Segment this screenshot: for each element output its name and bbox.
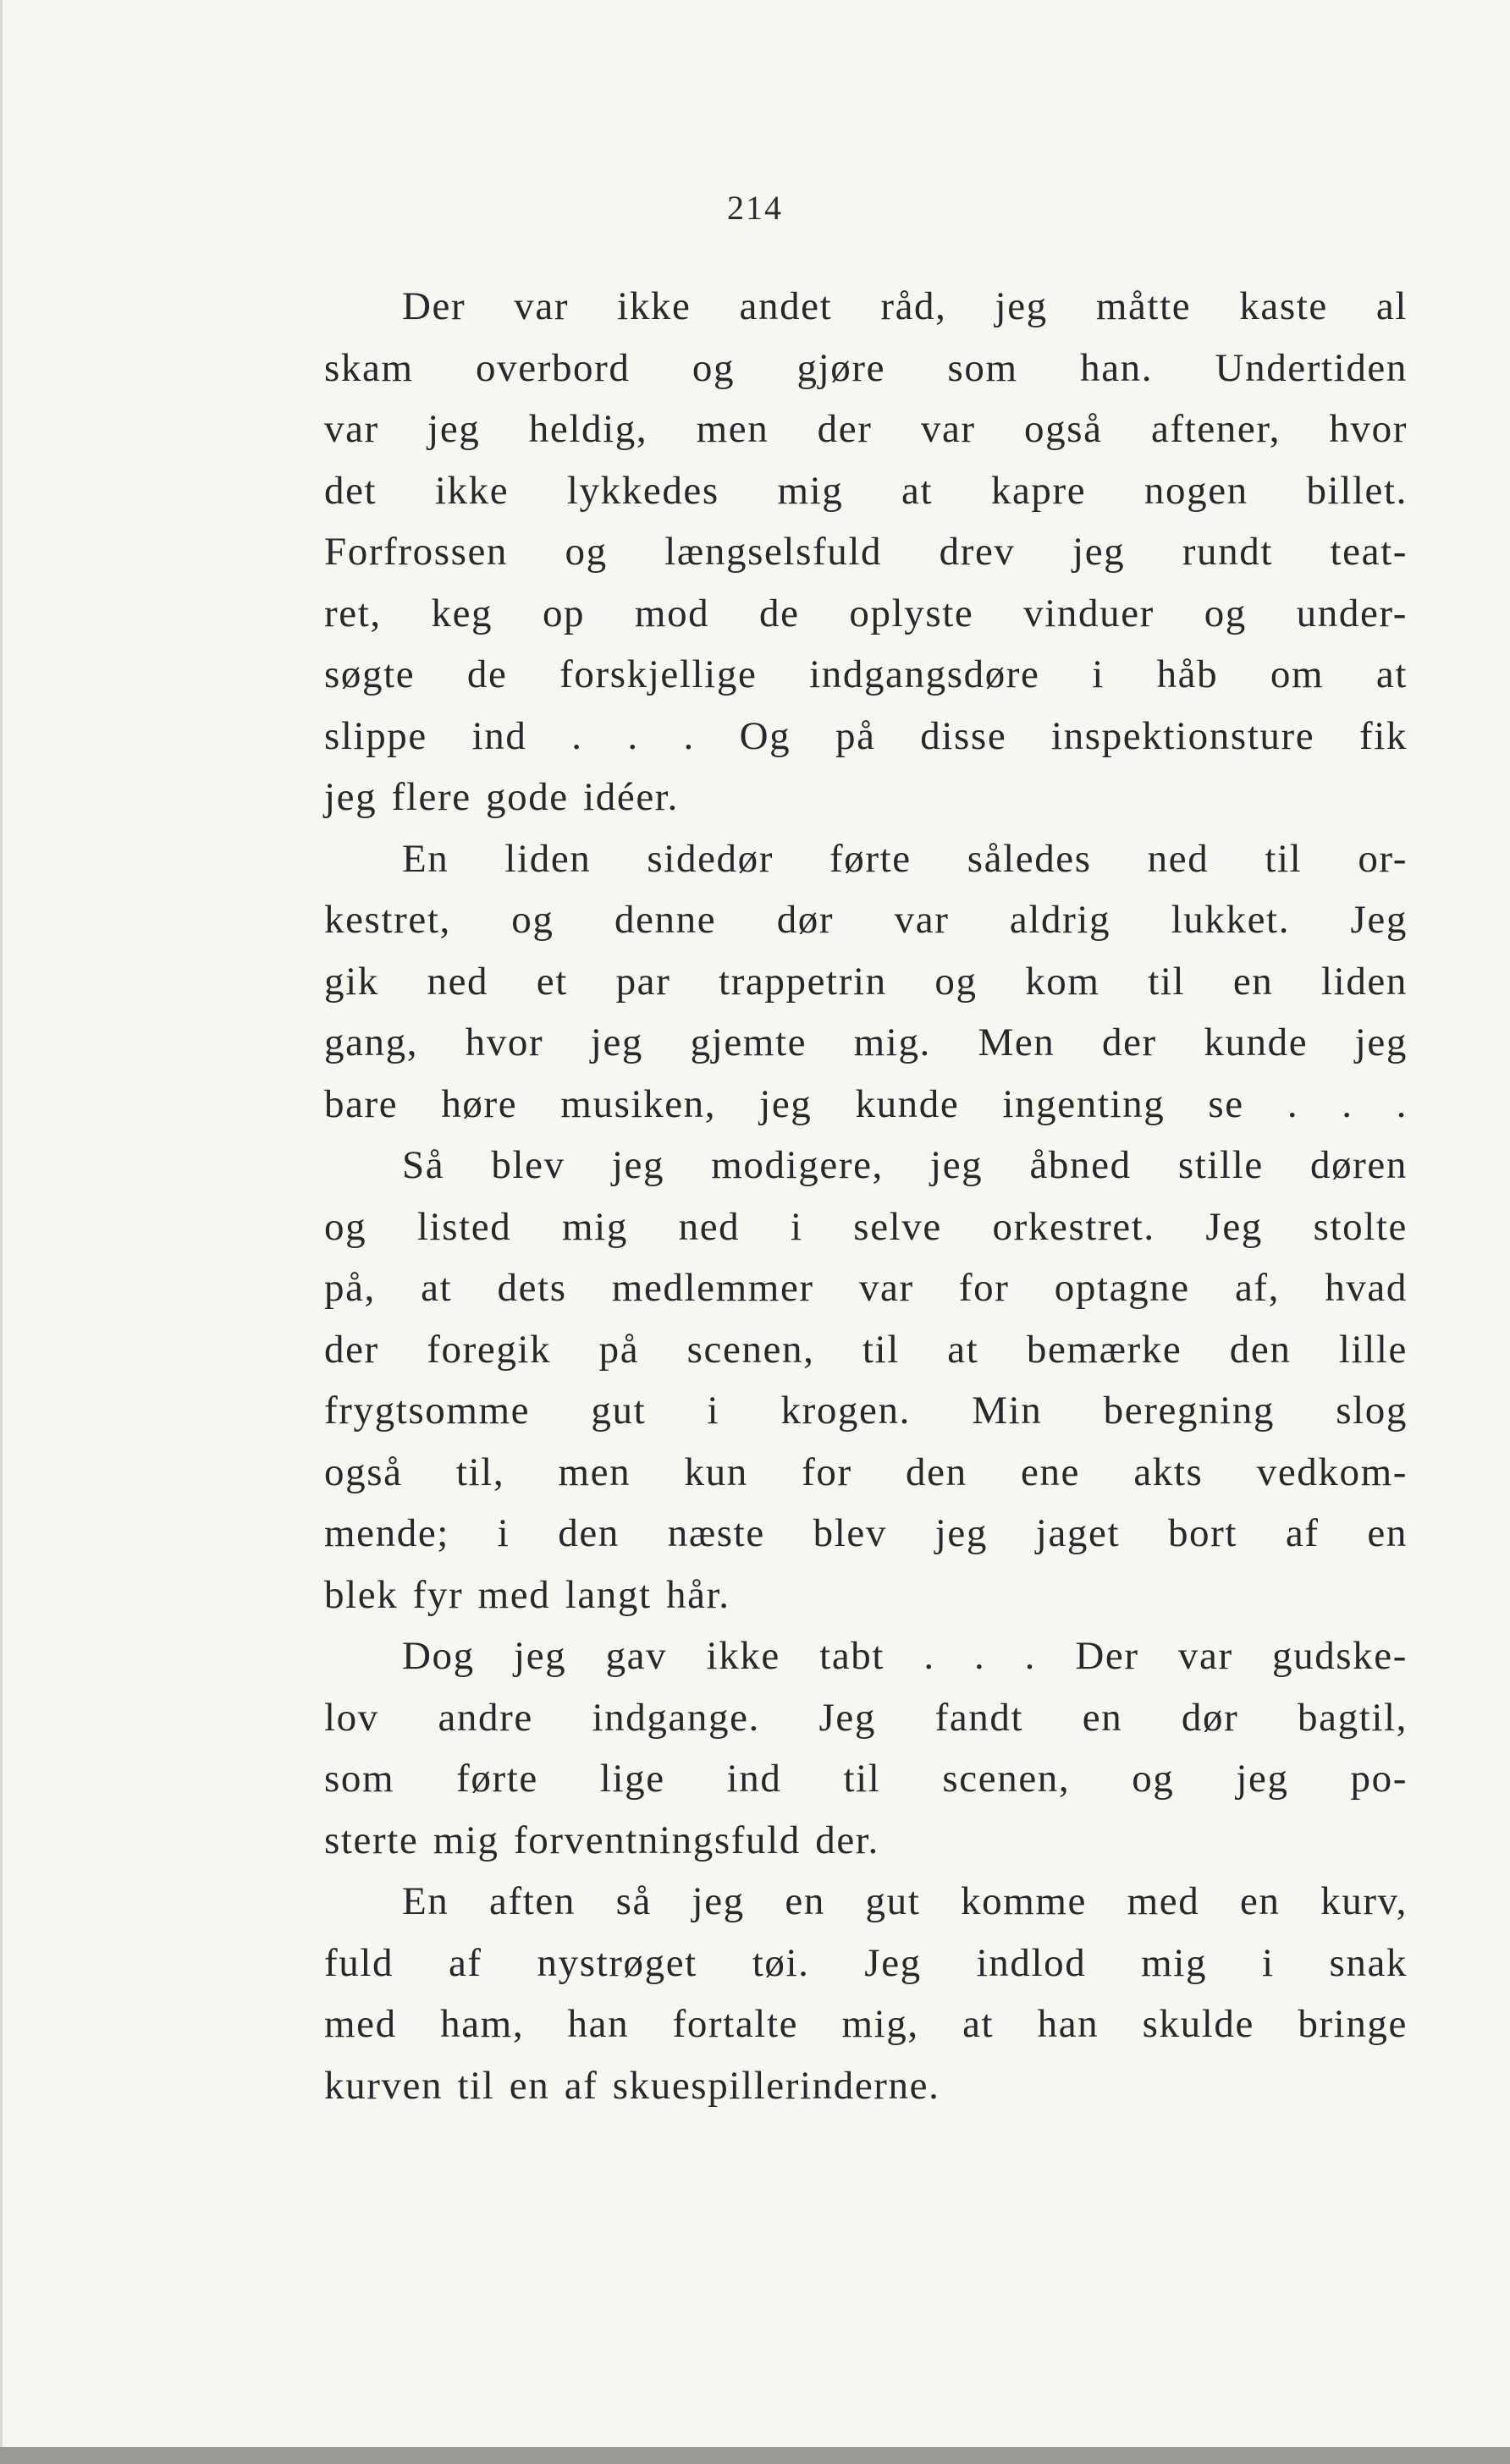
text-line: kurven til en af skuespillerinderne. — [324, 2063, 940, 2108]
text-line: sterte mig forventningsfuld der. — [324, 1818, 879, 1862]
text-line: Dog jeg gav ikke tabt . . . Der var gudske- — [402, 1634, 1408, 1678]
text-line: på, at dets medlemmer var for optagne af, hvad — [324, 1266, 1408, 1310]
text-line: Forfrossen og længselsfuld drev jeg rundt teat- — [324, 530, 1408, 574]
text-line: med ham, han fortalte mig, at han skulde bringe — [324, 2002, 1408, 2046]
scan-edge-bottom — [0, 2447, 1510, 2464]
scan-edge-left — [0, 0, 3, 2464]
text-line: mende; i den næste blev jeg jaget bort af en — [324, 1511, 1408, 1555]
body-text — [324, 276, 1408, 2116]
paragraph-4 — [324, 1871, 1408, 2116]
text-line: der foregik på scenen, til at bemærke den lille — [324, 1327, 1408, 1372]
text-line: Der var ikke andet råd, jeg måtte kaste al — [402, 284, 1408, 328]
text-line: blek fyr med langt hår. — [324, 1572, 730, 1617]
paragraph-3 — [324, 1625, 1408, 1871]
text-line: Så blev jeg modigere, jeg åbned stille døren — [402, 1143, 1408, 1187]
text-line: som førte lige ind til scenen, og jeg po- — [324, 1757, 1408, 1801]
text-line: også til, men kun for den ene akts vedkom- — [324, 1449, 1408, 1494]
text-line: skam overbord og gjøre som han. Undertiden — [324, 345, 1408, 390]
paragraph-1 — [324, 276, 1408, 828]
text-line: var jeg heldig, men der var også aftener, hvor — [324, 407, 1408, 451]
paragraph-2 — [324, 828, 1408, 1626]
text-line: slippe ind . . . Og på disse inspektionsture fik — [324, 713, 1408, 758]
text-line: ret, keg op mod de oplyste vinduer og under- — [324, 591, 1408, 635]
text-line: lov andre indgange. Jeg fandt en dør bagtil, — [324, 1695, 1408, 1740]
text-line: En liden sidedør førte således ned til or- — [402, 836, 1408, 881]
text-line: jeg flere gode idéer. — [324, 775, 679, 819]
text-line: frygtsomme gut i krogen. Min beregning slog — [324, 1389, 1408, 1433]
text-line: det ikke lykkedes mig at kapre nogen billet. — [324, 468, 1408, 513]
text-line: kestret, og denne dør var aldrig lukket. Jeg — [324, 898, 1408, 942]
text-line: og listed mig ned i selve orkestret. Jeg stolte — [324, 1204, 1408, 1249]
text-line: bare høre musiken, jeg kunde ingenting se . . . — [324, 1081, 1408, 1126]
text-line: gang, hvor jeg gjemte mig. Men der kunde jeg — [324, 1020, 1408, 1064]
text-line: søgte de forskjellige indgangsdøre i håb om at — [324, 652, 1408, 696]
text-line: fuld af nystrøget tøi. Jeg indlod mig i snak — [324, 1940, 1408, 1985]
text-line: En aften så jeg en gut komme med en kurv, — [402, 1879, 1408, 1923]
page-number: 214 — [727, 189, 783, 227]
text-line: gik ned et par trappetrin og kom til en liden — [324, 959, 1408, 1004]
